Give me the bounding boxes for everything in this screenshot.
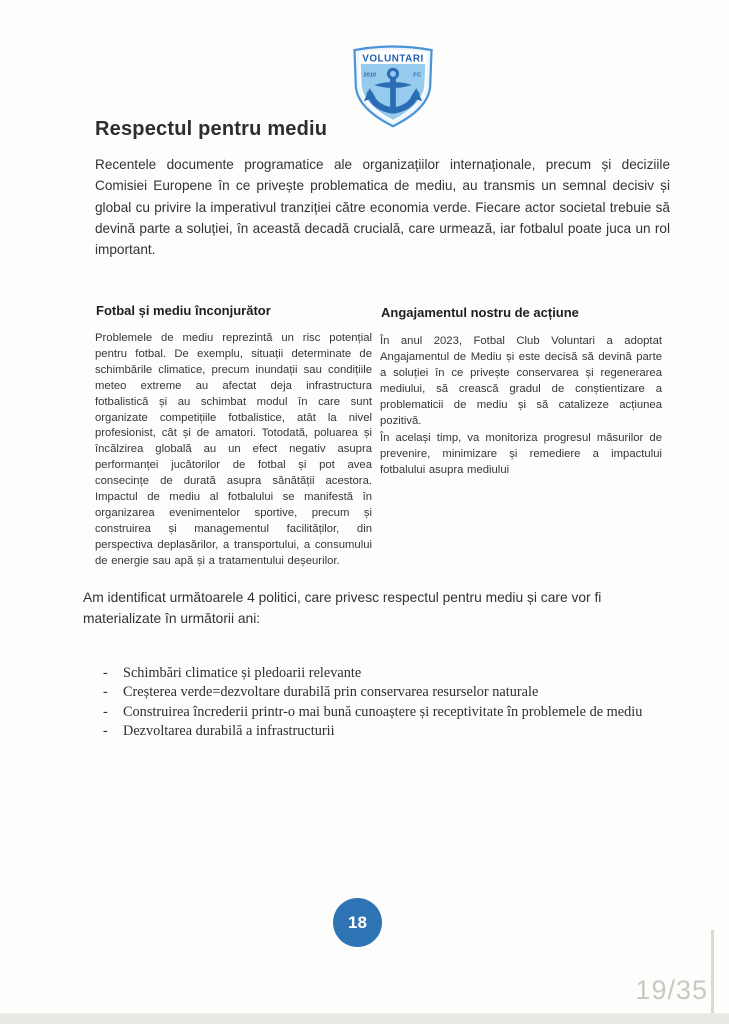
right-column-paragraph-2: În același timp, va monitoriza progresul măsurilor de prevenire, minimizare și remediere a impactului fotbalului asupra mediului xyxy=(380,432,662,477)
list-item-text: Schimbări climatice și pledoarii relevante xyxy=(123,665,362,681)
logo-club-name: VOLUNTARI xyxy=(362,53,424,65)
policies-list xyxy=(103,664,642,742)
list-bullet: - xyxy=(103,684,108,701)
page-indicator: 19/35 xyxy=(635,975,708,1005)
shield-icon xyxy=(348,42,438,128)
left-column-body xyxy=(95,331,372,570)
left-column-paragraph: Problemele de mediu reprezintă un risc potențial pentru fotbal. De exemplu, situații determinate de schimbările climatice, precum inundații sau condițiile meteo extreme au afectat deja infrastructura fotbalistică și au schimbat modul în care sunt organizate competițiile fotbalistice, atât la nivel profesionist, cât și de amatori. Totodată, poluarea și încălzirea globală au un efect negativ asupra performanței jucătorilor de fotbal și pot avea consecințe de durată asupra sănătății acestora. Impactul de mediu al fotbalului se manifestă în organizarea evenimentelor sportive, precum și construirea și managementul facilităților, din perspectiva deplasărilor, a transportului, a consumului de energie sau apă și a tratamentului deșeurilor. xyxy=(95,332,372,567)
scan-edge-line xyxy=(711,930,714,1014)
right-column-paragraph-1: În anul 2023, Fotbal Club Voluntari a adoptat Angajamentul de Mediu și este decisă să devină parte a soluției în ce privește conservarea și regenerarea mediului, să crească gradul de conștientizare a problematicii de mediu și să catalizeze acțiunea pozitivă. xyxy=(380,335,662,427)
list-item-text: Construirea încrederii printr-o mai bună cunoaștere și receptivitate în problemele de mediu xyxy=(123,703,643,720)
list-bullet: - xyxy=(103,723,108,740)
intro-paragraph: Recentele documente programatice ale organizațiilor internaționale, precum și deciziile Comisiei Europene în ce privește problematica de mediu, au transmis un semnal decisiv și global cu privire la imperativul tranziției către economia verde. Fiecare actor societal trebuie să devină parte a soluției, în această decadă crucială, care urmează, iar fotbalul poate juca un rol important. xyxy=(95,157,670,258)
left-column-heading: Fotbal și mediu înconjurător xyxy=(96,303,271,318)
scan-edge-bottom xyxy=(0,1013,729,1024)
list-item xyxy=(103,683,642,702)
list-bullet: - xyxy=(103,665,108,681)
club-crest-icon xyxy=(348,42,438,128)
right-column-heading: Angajamentul nostru de acțiune xyxy=(381,305,579,320)
logo-year: 2010 xyxy=(363,72,377,79)
list-item xyxy=(103,664,642,683)
list-item-text: Dezvoltarea durabilă a infrastructurii xyxy=(123,723,335,740)
policies-intro: Am identificat următoarele 4 politici, care privesc respectul pentru mediu și care vor fi materializate în următorii ani: xyxy=(83,590,602,626)
right-column-body xyxy=(380,334,662,479)
list-item xyxy=(103,722,642,741)
page-number-badge: 18 xyxy=(333,898,382,947)
list-bullet: - xyxy=(103,703,108,720)
list-item xyxy=(103,703,642,722)
list-item-text: Creșterea verde=dezvoltare durabilă prin conservarea resurselor naturale xyxy=(123,684,539,701)
logo-fc: FC xyxy=(413,72,422,79)
page-title: Respectul pentru mediu xyxy=(95,118,328,140)
